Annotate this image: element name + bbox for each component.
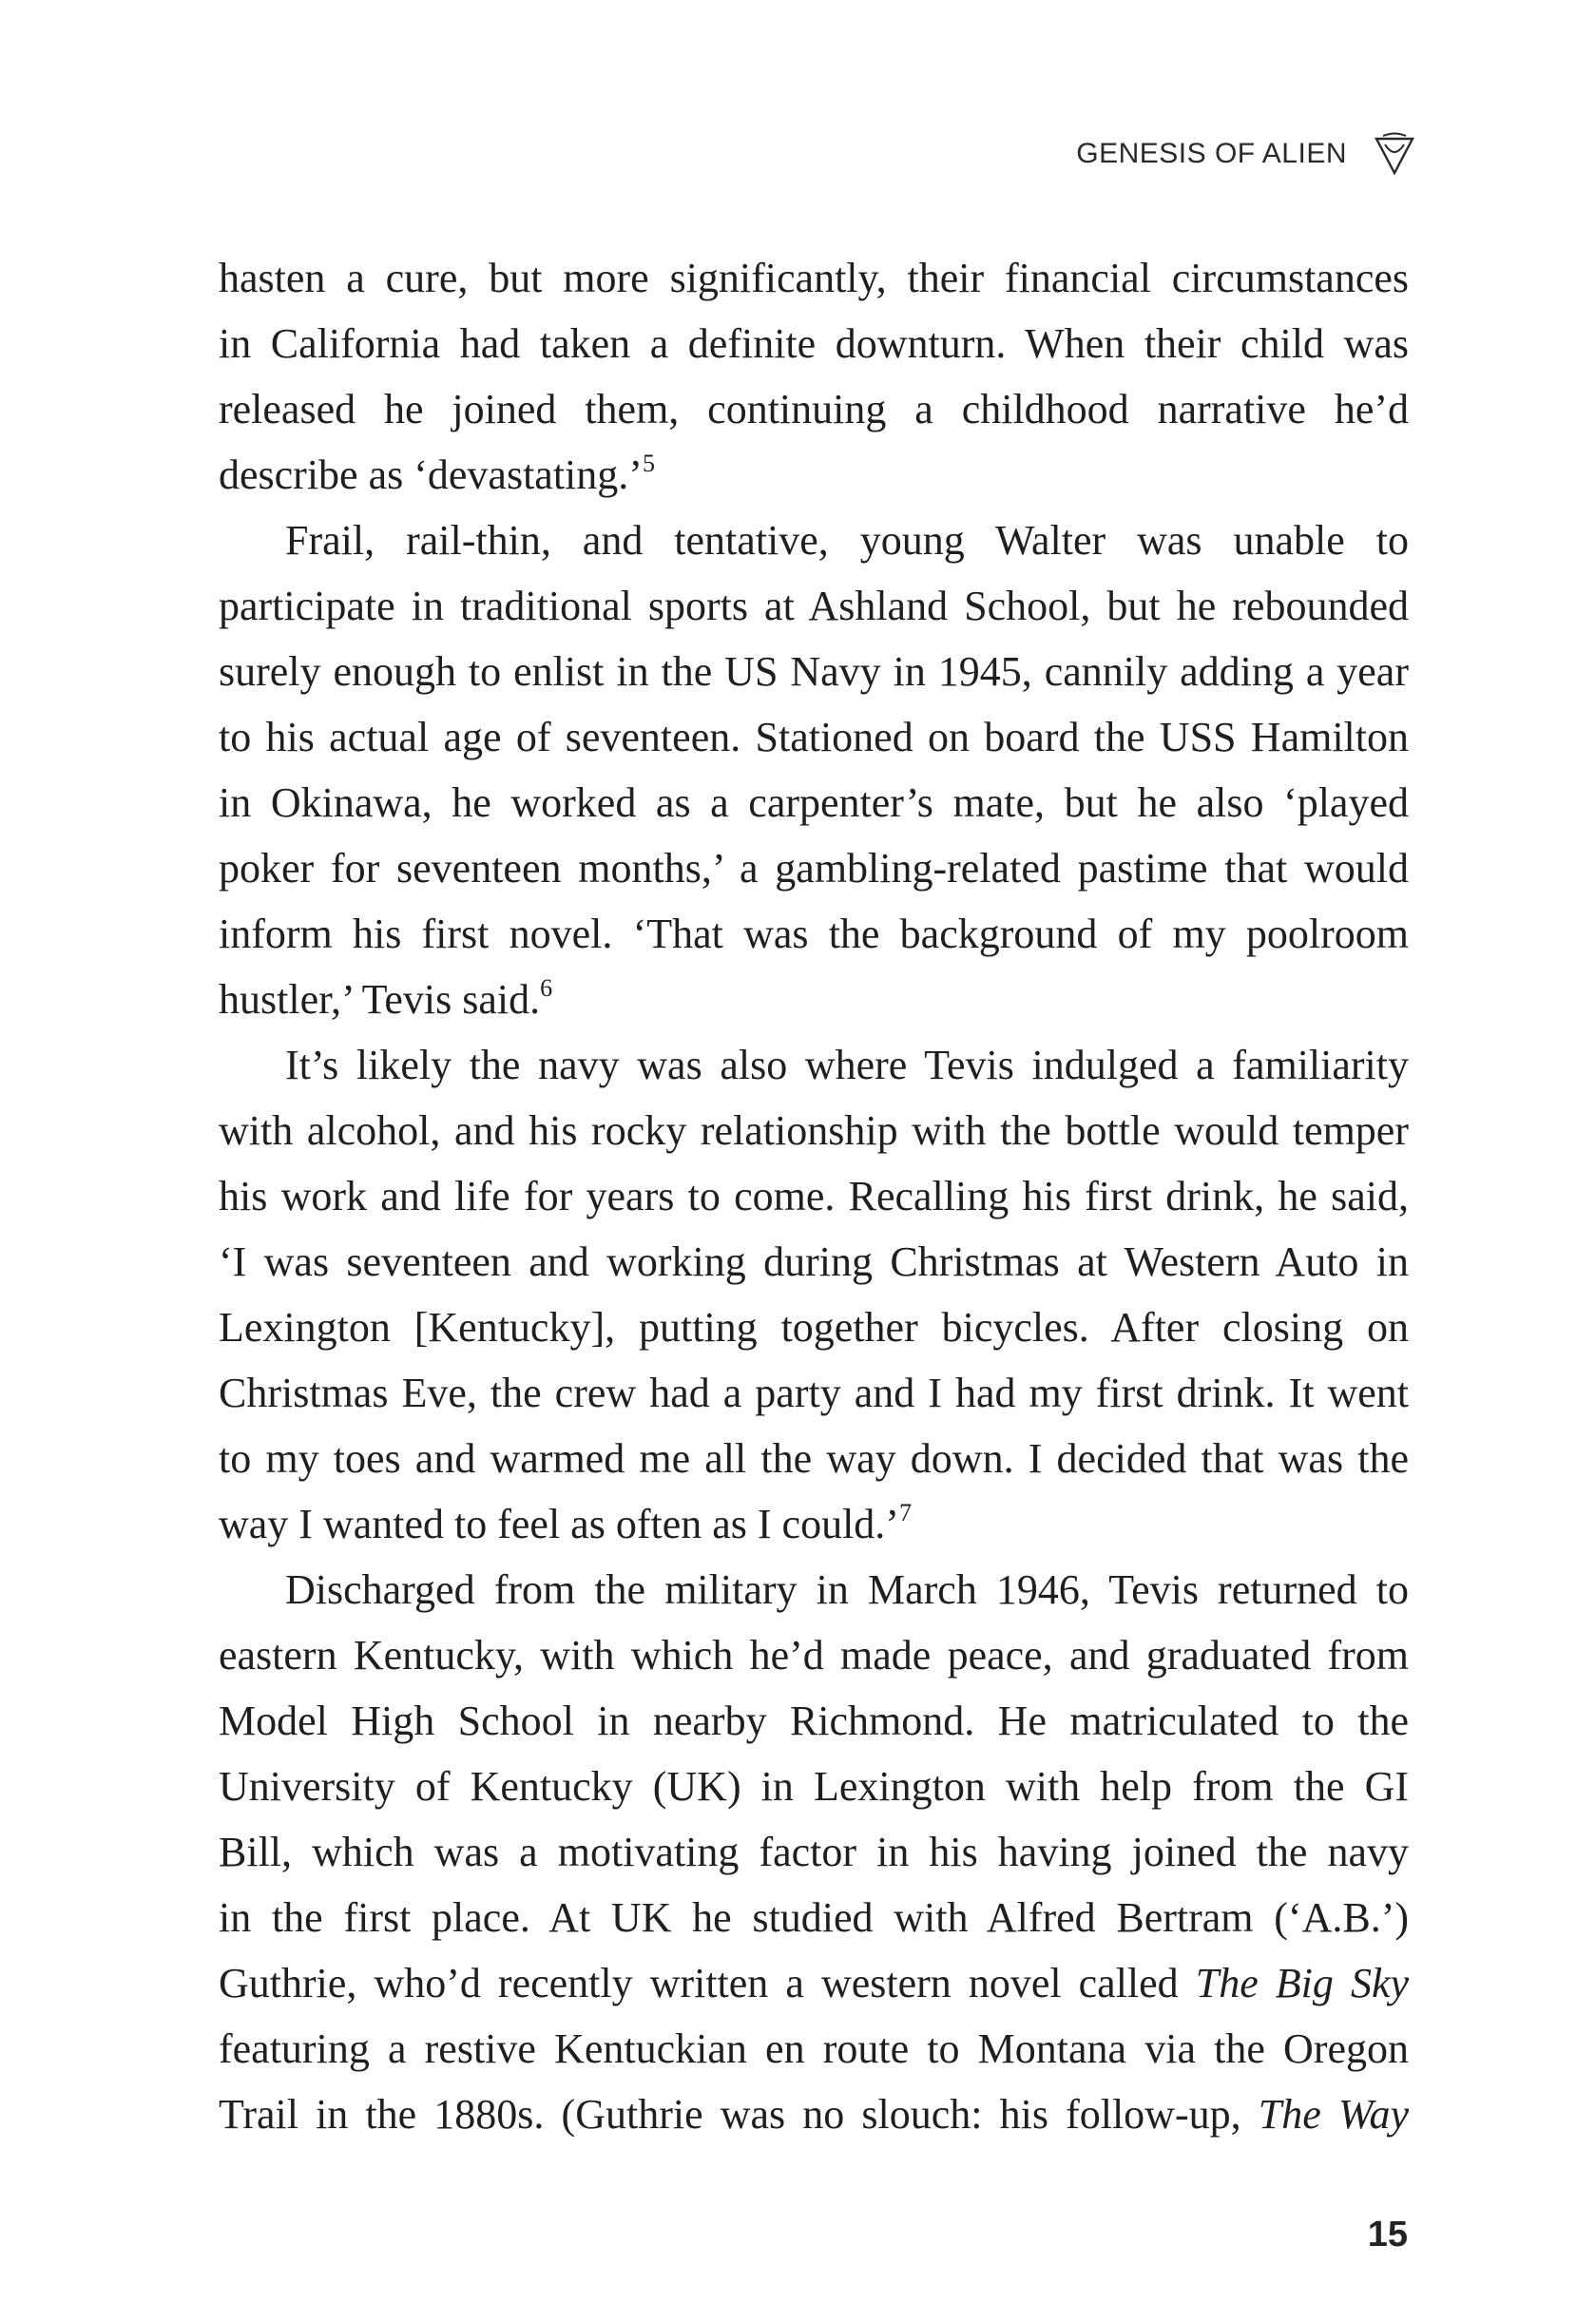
book-title-italic: The Big Sky [1195, 1960, 1409, 2006]
running-title: GENESIS OF ALIEN [1076, 138, 1347, 169]
text-line [219, 2082, 1409, 2147]
text-line: Bill, which was a motivating factor in his having joined the navy [219, 1829, 1409, 1875]
paragraph-3 [219, 1032, 1409, 1557]
text-line [219, 967, 1409, 1032]
footnote-marker: 6 [540, 974, 553, 1002]
text-line: inform his first novel. ‘That was the background of my poolroom [219, 911, 1409, 957]
text-line: to his actual age of seventeen. Stationed on board the USS Hamilton [219, 714, 1409, 760]
text-line: to my toes and warmed me all the way down. I decided that was the [219, 1435, 1409, 1482]
text-segment: describe as ‘devastating.’ [219, 451, 643, 498]
text-line: his work and life for years to come. Recalling his first drink, he said, [219, 1173, 1409, 1219]
text-line: surely enough to enlist in the US Navy in 1945, cannily adding a year [219, 648, 1409, 695]
text-line: in California had taken a definite downturn. When their child was [219, 320, 1409, 367]
text-line: ‘I was seventeen and working during Christmas at Western Auto in [219, 1238, 1409, 1285]
text-line: in Okinawa, he worked as a carpenter’s mate, but he also ‘played [219, 779, 1409, 826]
text-line: participate in traditional sports at Ashland School, but he rebounded [219, 583, 1409, 629]
body-text [219, 245, 1409, 2147]
footnote-marker: 5 [642, 450, 655, 477]
text-line: released he joined them, continuing a childhood narrative he’d [219, 386, 1409, 432]
text-line: eastern Kentucky, with which he’d made peace, and graduated from [219, 1632, 1409, 1679]
footnote-marker: 7 [898, 1499, 912, 1526]
inverted-triangle-emblem-icon [1374, 131, 1415, 177]
text-line [219, 442, 1409, 508]
text-line: Frail, rail-thin, and tentative, young Walter was unable to [285, 517, 1409, 564]
paragraph-4 [219, 1557, 1409, 2147]
text-line: Lexington [Kentucky], putting together bicycles. After closing on [219, 1304, 1409, 1351]
text-line: Discharged from the military in March 1946, Tevis returned to [285, 1566, 1409, 1613]
text-line: featuring a restive Kentuckian en route to Montana via the Oregon [219, 2025, 1409, 2072]
text-segment: hustler,’ Tevis said. [219, 976, 541, 1023]
text-line: University of Kentucky (UK) in Lexington with help from the GI [219, 1763, 1409, 1810]
text-line: hasten a cure, but more significantly, their financial circumstances [219, 255, 1409, 301]
text-segment: Guthrie, who’d recently written a western novel called [219, 1960, 1196, 2006]
text-segment: way I wanted to feel as often as I could.’ [219, 1501, 899, 1547]
text-line: in the first place. At UK he studied with Alfred Bertram (‘A.B.’) [219, 1894, 1409, 1941]
book-title-italic: The Way [1258, 2091, 1409, 2138]
running-header [1076, 131, 1415, 177]
text-line [219, 1950, 1409, 2016]
paragraph-2 [219, 508, 1409, 1032]
text-line: with alcohol, and his rocky relationship with the bottle would temper [219, 1107, 1409, 1154]
text-line: poker for seventeen months,’ a gambling-related pastime that would [219, 845, 1409, 892]
page-number: 15 [1367, 2215, 1408, 2255]
text-line: Christmas Eve, the crew had a party and I had my first drink. It went [219, 1370, 1409, 1416]
paragraph-1 [219, 245, 1409, 508]
text-line [219, 1491, 1409, 1557]
text-segment: Trail in the 1880s. (Guthrie was no slouch: his follow-up, [219, 2091, 1259, 2138]
text-line: It’s likely the navy was also where Tevis indulged a familiarity [285, 1042, 1409, 1088]
text-line: Model High School in nearby Richmond. He matriculated to the [219, 1698, 1409, 1744]
